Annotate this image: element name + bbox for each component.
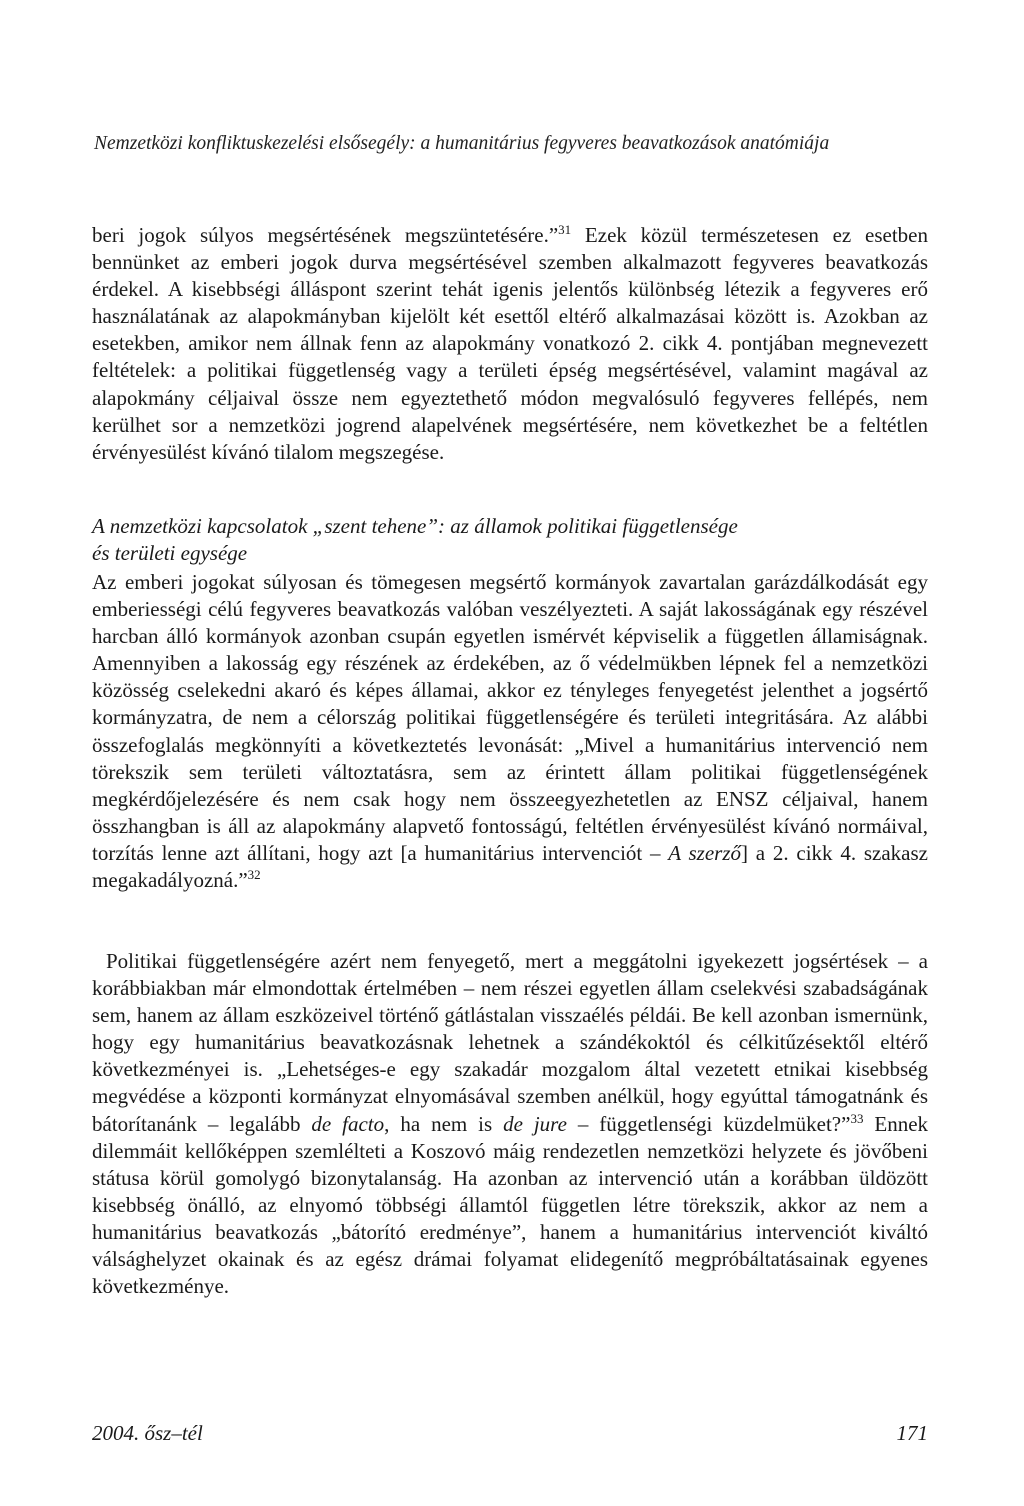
page-number: 171 bbox=[896, 1421, 928, 1445]
paragraph-1-text-b: Ezek közül természetesen ez esetben bennünket az emberi jogok durva megsértésével szemben alkalmazott fegyveres beavatkozás érdekel. A kisebbségi álláspont szerint tehát igenis jelentős különbség létezik a fegyveres erő használatának az alapokmányban kijelölt két esettől eltérő alkalmazásai között is. Azokban az esetekben, amikor nem állnak fenn az alapokmány vonatkozó 2. cikk 4. pontjában megnevezett feltételek: a politikai függetlenség vagy a területi épség megsértésével, valamint magával az alapokmány céljaival össze nem egyeztethető módon megvalósuló fegyveres fellépés, nem kerülhet sor a nemzetközi jogrend alapelvének megsértésére, nem következhet be a feltétlen érvényesülést kívánó tilalom megszegése. bbox=[92, 223, 928, 464]
paragraph-2-text-b: ] a 2. cikk 4. szakasz megakadályozná.” bbox=[92, 840, 928, 893]
paragraph-3 bbox=[92, 948, 928, 1300]
de-jure-term: de jure bbox=[503, 1111, 567, 1136]
paragraph-1-text-a: beri jogok súlyos megsértésének megszüntetésére.” bbox=[92, 223, 559, 247]
paragraph-3-text-d: Ennek dilemmáit kellőképpen szemlélteti a Koszovó máig rendezetlen nemzetközi helyzete és jövőbeni státusa körül gomolygó bizonytalanság. Ha azonban az intervenció után a korábban üldözött kisebbség önálló, az elnyomó többségi államtól független létre törekszik, akkor az nem a humanitárius beavatkozás „bátorító eredménye”, hanem a humanitárius intervenciót kiváltó válsághelyzet okainak és az egész drámai folyamat elidegenítő megpróbáltatásainak egyenes következménye. bbox=[92, 1111, 929, 1299]
paragraph-2-text-a: Az emberi jogokat súlyosan és tömegesen megsértő kormányok zavartalan garázdálkodását egy emberiességi célú fegyveres beavatkozás valóban veszélyezteti. A saját lakosságának egy részével harcban álló kormányok azonban csupán egyetlen ismérvét képviselik a független államiságnak. Amennyiben a lakosság egy részének az érdekében, az ő védelmükben lépnek fel a nemzetközi közösség cselekedni akaró és képes államai, akkor ez tényleges fenyegetést jelenthet a jogsértő kormányzatra, de nem a célország politikai függetlenségére és területi integritására. Az alábbi összefoglalás megkönnyíti a következtetés levonását: „Mivel a humanitárius intervenció nem törekszik sem területi változtatásra, sem az érintett állam politikai függetlenségének megkérdőjelezésére és nem csak hogy nem összeegyezhetetlen az ENSZ céljaival, hanem összhangban is áll az alapokmány alapvető fontosságú, feltétlen érvényesülést kívánó normáival, torzítás lenne azt állítani, hogy azt [a humanitárius intervenciót – bbox=[92, 570, 928, 865]
footnote-32-marker[interactable]: 32 bbox=[247, 867, 261, 883]
section-heading-line-2: és területi egysége bbox=[92, 541, 248, 565]
author-note: A szerző bbox=[668, 840, 742, 865]
footer-issue: 2004. ősz–tél bbox=[92, 1421, 203, 1445]
de-facto-term: de facto bbox=[311, 1111, 385, 1136]
footnote-33-marker[interactable]: 33 bbox=[850, 1110, 864, 1126]
section-heading bbox=[92, 513, 928, 567]
paragraph-3-text-b: , ha nem is bbox=[384, 1111, 504, 1136]
paragraph-3-text-c: – függetlenségi küzdelmüket?” bbox=[566, 1111, 851, 1136]
paragraph-2 bbox=[92, 569, 928, 894]
paragraph-1 bbox=[92, 222, 928, 466]
footnote-31-marker[interactable]: 31 bbox=[558, 222, 572, 237]
paragraph-3-text-a: Politikai függetlenségére azért nem fenyegető, mert a meggátolni igyekezett jogsértések – a korábbiakban már elmondottak értelmében – nem részei egyetlen állam cselekvési szabadságának sem, hanem az állam eszközeivel történő gátlástalan visszaélés példái. Be kell azonban ismernünk, hogy egy humanitárius beavatkozásnak lehetnek a szándékoktól és célkitűzésektől eltérő következményei is. „Lehetséges-e egy szakadár mozgalom által vezetett etnikai kisebbség megvédése a központi kormányzat elnyomásával szemben anélkül, hogy egyúttal támogatnánk és bátorítanánk – legalább bbox=[92, 949, 928, 1136]
section-heading-line-1: A nemzetközi kapcsolatok „szent tehene”: az államok politikai függetlensége bbox=[92, 514, 738, 538]
running-head: Nemzetközi konfliktuskezelési elsősegély: a humanitárius fegyveres beavatkozások anatómiája bbox=[94, 133, 830, 154]
